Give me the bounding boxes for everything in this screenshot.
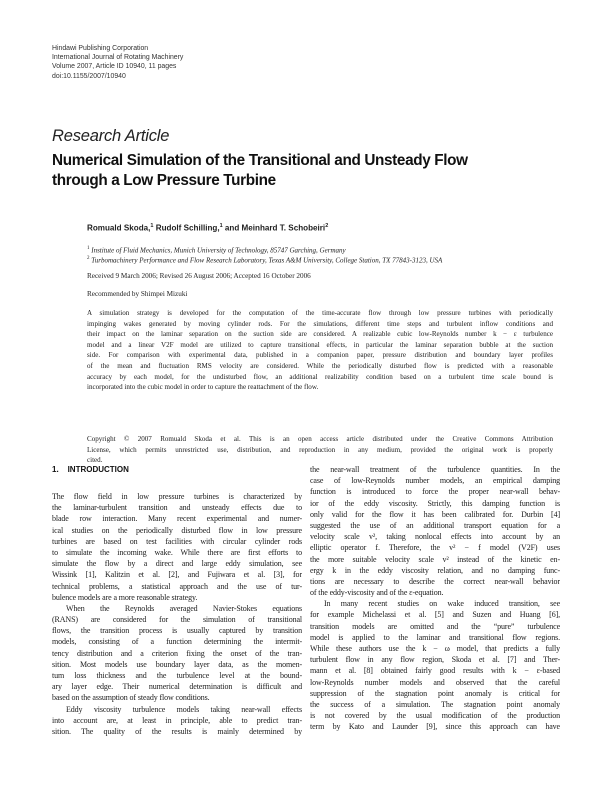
body-line: low-Reynolds number models and observed that the careful — [310, 677, 560, 687]
right-column — [310, 464, 560, 733]
left-column — [52, 464, 302, 737]
copyright-notice — [87, 434, 553, 466]
publisher-name: Hindawi Publishing Corporation — [52, 45, 149, 52]
title-line: Numerical Simulation of the Transitional and Unsteady Flow — [52, 152, 468, 169]
body-line: ical studies on the periodically disturbed flow in low pressure — [52, 525, 302, 535]
body-line: turbines are based on test facilities with circular cylinder rods — [52, 536, 302, 546]
body-line: is not covered by the usual modification of the production — [310, 711, 560, 721]
body-line: velocity scale v², taking nonlocal effects into account by an — [310, 532, 560, 542]
body-line: case of low-Reynolds number models, an empirical damping — [310, 476, 560, 486]
abstract-line: accuracy by each model, for the undisturbed flow, an additional realizability condition based on a turbulent time scale bound is — [87, 372, 553, 381]
section-number: 1. — [52, 465, 59, 474]
body-line: bulence models are a more reasonable strategy. — [52, 592, 198, 602]
body-line: turbulent flow in any flow region, Skoda et al. [7] and Ther- — [310, 655, 560, 665]
affiliation-text: Institute of Fluid Mechanics, Munich University of Technology, 85747 Garching, Germany — [89, 246, 346, 255]
body-line: Wissink [1], Kalitzin et al. [2], and Fujiwara et al. [3], for — [52, 570, 302, 580]
body-line: for example Michelassi et al. [5] and Suzen and Huang [6], — [310, 610, 560, 620]
body-line: into account are, at least in principle, able to predict tran- — [52, 715, 302, 725]
affiliation-marker: 2 — [325, 223, 329, 229]
paper-title — [52, 151, 572, 191]
body-line: The flow field in low pressure turbines is characterized by — [52, 492, 302, 501]
received-dates: Received 9 March 2006; Revised 26 August 2006; Accepted 16 October 2006 — [87, 272, 311, 280]
abstract-line: model and a linear V2F model are utilized to capture transitional effects, in particular the laminar separation bubble at the suction — [87, 340, 553, 349]
journal-header — [52, 44, 352, 81]
body-line: the near-wall treatment of the turbulence quantities. In the — [310, 465, 560, 474]
affiliation-text: Turbomachinery Performance and Flow Research Laboratory, Texas A&M University, College Station, TX 77843-3123, USA — [89, 256, 443, 265]
body-line: models, consisting of a function determining the intermit- — [52, 637, 302, 647]
body-line: the success of a simulation. The stagnation point anomaly — [310, 699, 560, 709]
affiliation-marker: 1 — [87, 246, 90, 251]
body-line: to simulate the incoming wake. While there are first efforts to — [52, 547, 302, 557]
section-title: INTRODUCTION — [67, 465, 129, 474]
body-line: Eddy viscosity turbulence models taking near-wall effects — [66, 704, 302, 714]
doi[interactable]: doi:10.1155/2007/10940 — [52, 72, 126, 80]
body-line: technical problems, a statistical approach and the use of tur- — [52, 581, 302, 591]
copyright-line: cited. — [87, 456, 103, 465]
body-line: based on the assumption of steady flow conditions. — [52, 693, 210, 703]
copyright-line: License, which permits unrestricted use, distribution, and reproduction in any medium, provided the original work is properly — [87, 445, 553, 454]
abstract-line: of the mean and fluctuation RMS velocity are considered. While the periodically disturbed flow is predicted with a reasonable — [87, 361, 553, 370]
author-name: and Meinhard T. Schobeiri — [222, 223, 326, 233]
body-line: elliptic operator f. Therefore, the v² − f model (V2F) uses — [310, 543, 560, 553]
title-line: through a Low Pressure Turbine — [52, 172, 276, 189]
body-line: of the eddy-viscosity and of the ε-equation. — [310, 588, 444, 598]
body-line: sition. The quality of the results is mainly determined by — [52, 726, 302, 736]
author-name: Romuald Skoda, — [87, 223, 151, 233]
body-line: ergy k in the eddy viscosity relation, and no damping func- — [310, 565, 560, 575]
body-line: the laminar-turbulent transition and unsteady effects due to — [52, 503, 302, 513]
body-line: (RANS) are considered for the simulation of transitional — [52, 615, 302, 625]
body-line: ior of the eddy viscosity. Strictly, this damping function is — [310, 498, 560, 508]
body-line: While these authors use the k − ω model, that predicts a fully — [310, 644, 560, 653]
abstract — [87, 308, 553, 393]
body-line: blade row interaction. Many recent experimental and numer- — [52, 514, 302, 524]
body-line: tum loss thickness and the turbulence level at the bound- — [52, 671, 302, 680]
abstract-line: A simulation strategy is developed for the computation of the time-accurate flow through low pressure turbines with periodically — [87, 309, 553, 317]
author-list — [87, 223, 328, 233]
body-line: function is introduced to force the proper near-wall behav- — [310, 487, 560, 497]
affiliation-marker: 1 — [219, 223, 223, 229]
copyright-line: Copyright © 2007 Romuald Skoda et al. This is an open access article distributed under the Creative Commons Attribution — [87, 435, 553, 443]
body-line: term by Kato and Launder [9], since this approach can have — [310, 722, 560, 732]
body-line: tency distribution and a criterion fixing the onset of the tran- — [52, 648, 302, 658]
affiliation-marker: 1 — [150, 223, 154, 229]
article-type: Research Article — [52, 127, 170, 145]
body-line: only valid for the flow it has been calibrated for. Durbin [4] — [310, 509, 560, 519]
abstract-line: incorporated into the cubic model in order to capture the reattachment of the flow. — [87, 383, 319, 392]
author-name: Rudolf Schilling, — [153, 223, 220, 233]
body-line: model is applied to the laminar and transitional flow regions. — [310, 632, 560, 642]
body-line: In many recent studies on wake induced transition, see — [324, 599, 560, 609]
body-line: suppression of the stagnation point anomaly is critical for — [310, 688, 560, 698]
affiliation-marker: 2 — [87, 256, 90, 261]
recommended-by: Recommended by Shimpei Mizuki — [87, 290, 188, 298]
body-line: the more suitable velocity scale v² instead of the kinetic en- — [310, 554, 560, 564]
body-line: sition. Most models use boundary layer data, as the momen- — [52, 659, 302, 669]
abstract-line: their impact on the laminar separation on the suction side are considered. A realizable cubic low-Reynolds number k − ε turbulence — [87, 330, 553, 339]
body-line: suggested the use of an additional transport equation for a — [310, 520, 560, 530]
body-line: ary layer edge. Their numerical determination is difficult and — [52, 682, 302, 692]
affiliation-2 — [87, 254, 567, 265]
abstract-line: side. For comparison with experimental data, published in a companion paper, pressure distribution and boundary layer profiles — [87, 351, 553, 360]
body-line: When the Reynolds averaged Navier-Stokes equations — [66, 603, 302, 613]
body-line: simulate the flow by a direct and large eddy simulation, see — [52, 559, 302, 569]
body-line: transition models are omitted and the “pure” turbulence — [310, 621, 560, 631]
volume-info: Volume 2007, Article ID 10940, 11 pages — [52, 63, 177, 71]
abstract-line: impinging wakes generated by moving cylinder rods. For the simulations, different time steps and turbulent inflow conditions and — [87, 319, 553, 328]
body-line: flows, the transition process is usually captured by transition — [52, 626, 302, 636]
body-line: mann et al. [8] obtained fairly good results with k − ε-based — [310, 666, 560, 676]
journal-name: International Journal of Rotating Machinery — [52, 54, 184, 62]
body-line: tions are necessary to describe the correct near-wall behavior — [310, 576, 560, 586]
section-heading — [52, 464, 302, 475]
